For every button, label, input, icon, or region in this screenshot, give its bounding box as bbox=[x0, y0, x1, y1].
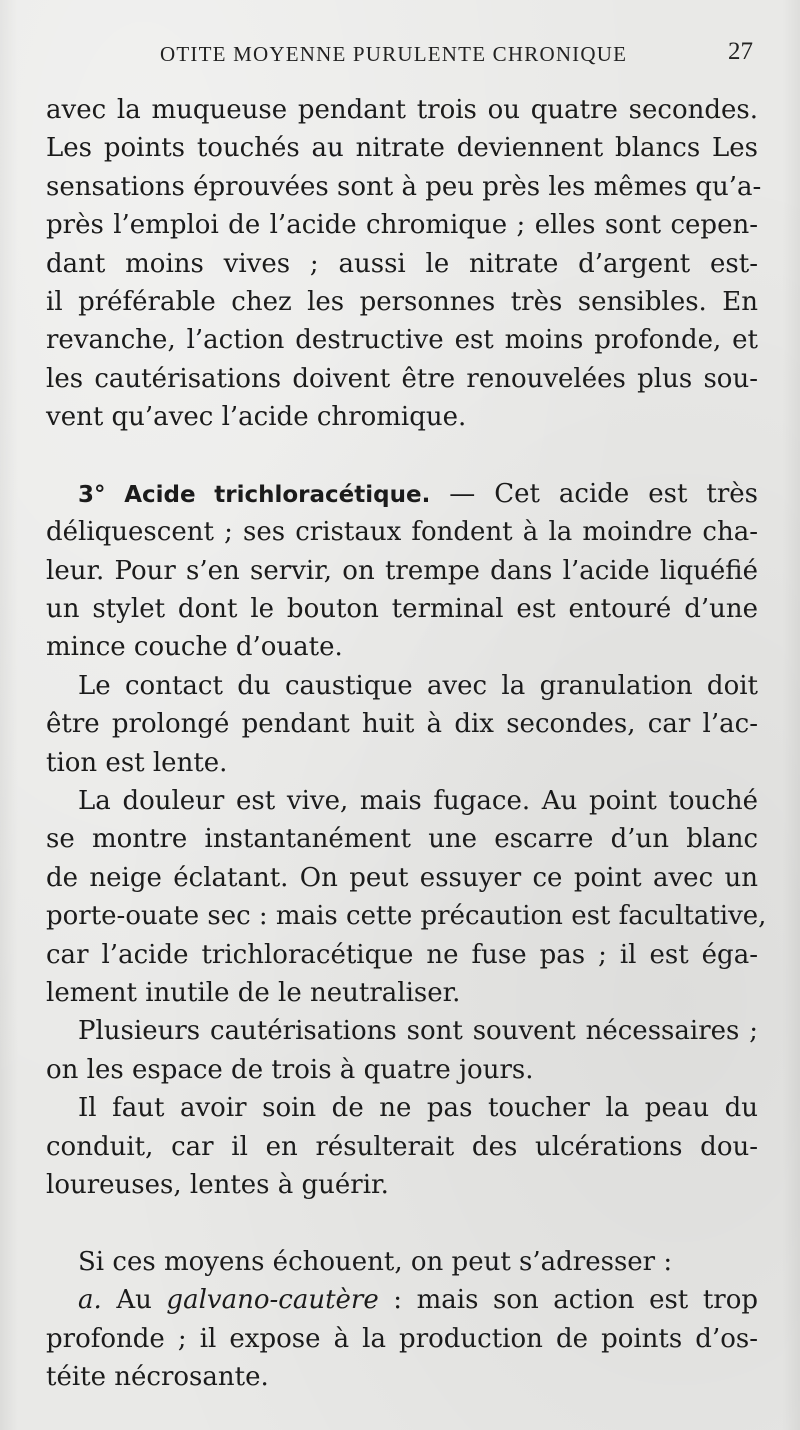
paragraph-alternatives bbox=[46, 1243, 758, 1281]
text-line: tion est lente. bbox=[46, 747, 228, 778]
text-line: on les espace de trois à quatre jours. bbox=[46, 1054, 534, 1085]
section-gap bbox=[46, 437, 758, 475]
paragraph-galvano-cautery bbox=[46, 1281, 758, 1396]
text-line: téite nécrosante. bbox=[46, 1361, 269, 1392]
paragraph-repeat bbox=[46, 1012, 758, 1089]
text-line: dant moins vives ; aussi le nitrate d’argent est- bbox=[46, 248, 758, 279]
text-line bbox=[46, 475, 758, 513]
text-line: Il faut avoir soin de ne pas toucher la peau du bbox=[78, 1093, 758, 1124]
text-line: vent qu’avec l’acide chromique. bbox=[46, 402, 467, 433]
paragraph-contact bbox=[46, 667, 758, 782]
section-heading: 3° Acide trichloracétique. bbox=[78, 481, 431, 508]
text-line: Les points touchés au nitrate deviennent blancs Les bbox=[46, 133, 758, 164]
text-line: car l’acide trichloracétique ne fuse pas ; il est éga- bbox=[46, 939, 758, 970]
text-line: sensations éprouvées sont à peu près les mêmes qu’a- bbox=[46, 171, 762, 202]
running-head bbox=[0, 38, 800, 72]
text-line: profonde ; il expose à la production de points d’os- bbox=[46, 1323, 758, 1354]
text-line: leur. Pour s’en servir, on trempe dans l’acide liquéfié bbox=[46, 555, 758, 586]
text-run: : mais son action est trop bbox=[378, 1285, 758, 1316]
running-title: OTITE MOYENNE PURULENTE CHRONIQUE bbox=[160, 42, 628, 66]
text-line: Plusieurs cautérisations sont souvent nécessaires ; bbox=[78, 1016, 758, 1047]
text-line: revanche, l’action destructive est moins profonde, et bbox=[46, 325, 758, 356]
section-gap bbox=[46, 1204, 758, 1242]
paragraph-silver-nitrate-continued bbox=[46, 91, 762, 437]
page-number: 27 bbox=[728, 38, 753, 65]
text-line: mince couche d’ouate. bbox=[46, 632, 343, 663]
text-line: conduit, car il en résulterait des ulcérations dou- bbox=[46, 1131, 758, 1162]
text-line: loureuses, lentes à guérir. bbox=[46, 1169, 389, 1200]
text-line: les cautérisations doivent être renouvelées plus sou- bbox=[46, 363, 758, 394]
paragraph-pain bbox=[46, 782, 767, 1012]
text-line: avec la muqueuse pendant trois ou quatre secondes. bbox=[46, 95, 758, 125]
italic-term: galvano-cautère bbox=[166, 1285, 379, 1316]
text-line: déliquescent ; ses cristaux fondent à la moindre cha- bbox=[46, 517, 758, 548]
text-line: La douleur est vive, mais fugace. Au point touché bbox=[78, 786, 758, 817]
text-line: se montre instantanément une escarre d’un blanc bbox=[46, 824, 758, 855]
text-line: il préférable chez les personnes très sensibles. En bbox=[46, 286, 758, 317]
section-trichloracetic-acid bbox=[46, 475, 758, 667]
text-run: — Cet acide est très bbox=[430, 478, 758, 509]
list-marker: a. bbox=[78, 1285, 102, 1316]
paragraph-caution bbox=[46, 1089, 758, 1204]
text-line: lement inutile de le neutraliser. bbox=[46, 977, 461, 1008]
text-line bbox=[46, 1281, 758, 1319]
text-line: un stylet dont le bouton terminal est entouré d’une bbox=[46, 594, 758, 625]
text-run: Au bbox=[101, 1285, 167, 1316]
text-line: Si ces moyens échouent, on peut s’adresser : bbox=[78, 1246, 673, 1277]
body-text bbox=[46, 91, 767, 1396]
text-line: Le contact du caustique avec la granulation doit bbox=[78, 670, 758, 701]
text-line: près l’emploi de l’acide chromique ; elles sont cepen- bbox=[46, 210, 758, 241]
text-line: être prolongé pendant huit à dix secondes, car l’ac- bbox=[46, 709, 758, 740]
text-line: porte-ouate sec : mais cette précaution est facultative, bbox=[46, 901, 767, 932]
text-line: de neige éclatant. On peut essuyer ce point avec un bbox=[46, 862, 758, 893]
